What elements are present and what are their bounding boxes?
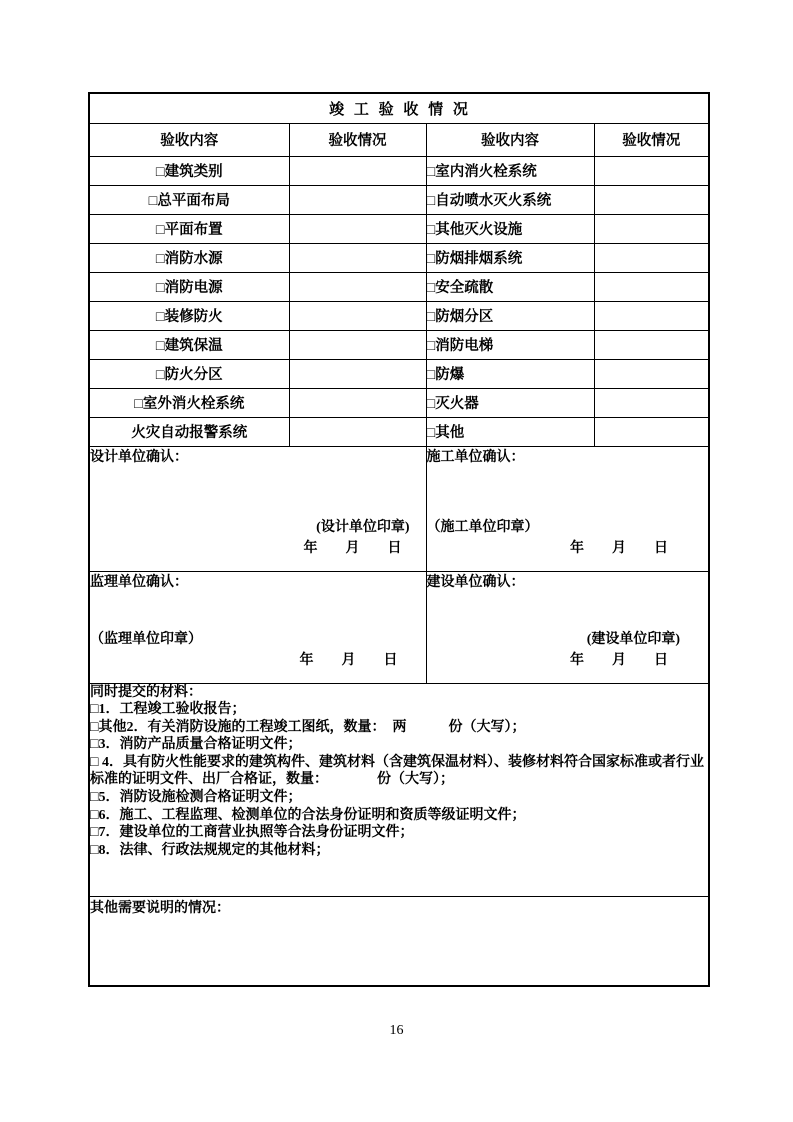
design-unit-cell (89, 446, 426, 571)
check-item-label: □防烟分区 (426, 301, 594, 330)
design-unit-seal-label: (设计单位印章) (316, 519, 410, 535)
table-row (89, 359, 709, 388)
status-cell (594, 330, 709, 359)
table-title-row (89, 93, 709, 123)
table-row (89, 272, 709, 301)
other-notes-cell (89, 896, 709, 986)
check-item-label: □消防电梯 (426, 330, 594, 359)
table-row (89, 388, 709, 417)
building-unit-confirm-label: 建设单位确认： (426, 574, 525, 590)
status-cell (289, 301, 426, 330)
signature-row-2 (89, 571, 709, 683)
status-cell (594, 388, 709, 417)
material-item: □3．消防产品质量合格证明文件； (90, 737, 302, 753)
status-cell (289, 417, 426, 446)
status-cell (289, 272, 426, 301)
table-row (89, 301, 709, 330)
construction-unit-date: 年 月 日 (570, 540, 669, 556)
status-cell (594, 156, 709, 185)
table-row (89, 243, 709, 272)
status-cell (289, 185, 426, 214)
signature-row-1 (89, 446, 709, 571)
check-item-label: 火灾自动报警系统 (89, 417, 289, 446)
status-cell (594, 359, 709, 388)
status-cell (289, 330, 426, 359)
material-item: □5．消防设施检测合格证明文件； (90, 790, 302, 806)
check-item-label: □其他 (426, 417, 594, 446)
check-item-label: □灭火器 (426, 388, 594, 417)
status-cell (594, 185, 709, 214)
table-title: 竣 工 验 收 情 况 (89, 93, 709, 123)
material-item: □1．工程竣工验收报告； (90, 702, 246, 718)
status-cell (289, 243, 426, 272)
table-row (89, 417, 709, 446)
check-item-label: □防爆 (426, 359, 594, 388)
supervision-unit-cell (89, 571, 426, 683)
material-item: □ 4．具有防火性能要求的建筑构件、建筑材料（含建筑保温材料）、装修材料符合国家标准或者行业标准的证明文件、出厂合格证，数量： 份（大写）； (90, 754, 704, 788)
material-item: □6．施工、工程监理、检测单位的合法身份证明和资质等级证明文件； (90, 807, 526, 823)
col-header-status-right: 验收情况 (594, 123, 709, 156)
check-item-label: □防火分区 (89, 359, 289, 388)
page-number: 16 (389, 1023, 404, 1038)
design-unit-confirm-label: 设计单位确认： (90, 449, 188, 465)
construction-unit-confirm-label: 施工单位确认： (426, 449, 525, 465)
check-item-label: □室内消火栓系统 (426, 156, 594, 185)
check-item-label: □自动喷水灭火系统 (426, 185, 594, 214)
status-cell (289, 156, 426, 185)
col-header-content-left: 验收内容 (89, 123, 289, 156)
materials-heading: 同时提交的材料： (90, 684, 202, 700)
material-item: □8．法律、行政法规规定的其他材料； (90, 842, 330, 858)
supervision-unit-seal-label: （监理单位印章） (90, 631, 202, 647)
materials-row (89, 683, 709, 896)
check-item-label: □防烟排烟系统 (426, 243, 594, 272)
building-unit-date: 年 月 日 (570, 652, 669, 668)
table-row (89, 330, 709, 359)
check-item-label: □室外消火栓系统 (89, 388, 289, 417)
supervision-unit-date: 年 月 日 (299, 652, 398, 668)
col-header-status-left: 验收情况 (289, 123, 426, 156)
construction-unit-cell (426, 446, 709, 571)
check-item-label: □总平面布局 (89, 185, 289, 214)
check-item-label: □消防水源 (89, 243, 289, 272)
construction-unit-seal-label: （施工单位印章） (426, 519, 539, 535)
status-cell (289, 359, 426, 388)
status-cell (289, 388, 426, 417)
material-item: □其他2．有关消防设施的工程竣工图纸，数量： 两 份（大写）； (90, 719, 526, 735)
col-header-content-right: 验收内容 (426, 123, 594, 156)
table-row (89, 185, 709, 214)
supervision-unit-confirm-label: 监理单位确认： (90, 574, 188, 590)
status-cell (594, 243, 709, 272)
status-cell (594, 417, 709, 446)
check-item-label: □装修防火 (89, 301, 289, 330)
status-cell (594, 272, 709, 301)
status-cell (594, 214, 709, 243)
check-item-label: □消防电源 (89, 272, 289, 301)
materials-cell (89, 683, 709, 896)
status-cell (289, 214, 426, 243)
design-unit-date: 年 月 日 (303, 540, 402, 556)
other-notes-heading: 其他需要说明的情况： (90, 900, 230, 916)
check-item-label: □其他灭火设施 (426, 214, 594, 243)
building-unit-seal-label: (建设单位印章) (586, 631, 681, 647)
check-item-label: □建筑类别 (89, 156, 289, 185)
building-unit-cell (426, 571, 709, 683)
check-item-label: □建筑保温 (89, 330, 289, 359)
table-header-row (89, 123, 709, 156)
check-item-label: □平面布置 (89, 214, 289, 243)
table-row (89, 214, 709, 243)
other-notes-row (89, 896, 709, 986)
material-item: □7．建设单位的工商营业执照等合法身份证明文件； (90, 825, 414, 841)
status-cell (594, 301, 709, 330)
table-row (89, 156, 709, 185)
completion-acceptance-table (88, 92, 710, 987)
check-item-label: □安全疏散 (426, 272, 594, 301)
